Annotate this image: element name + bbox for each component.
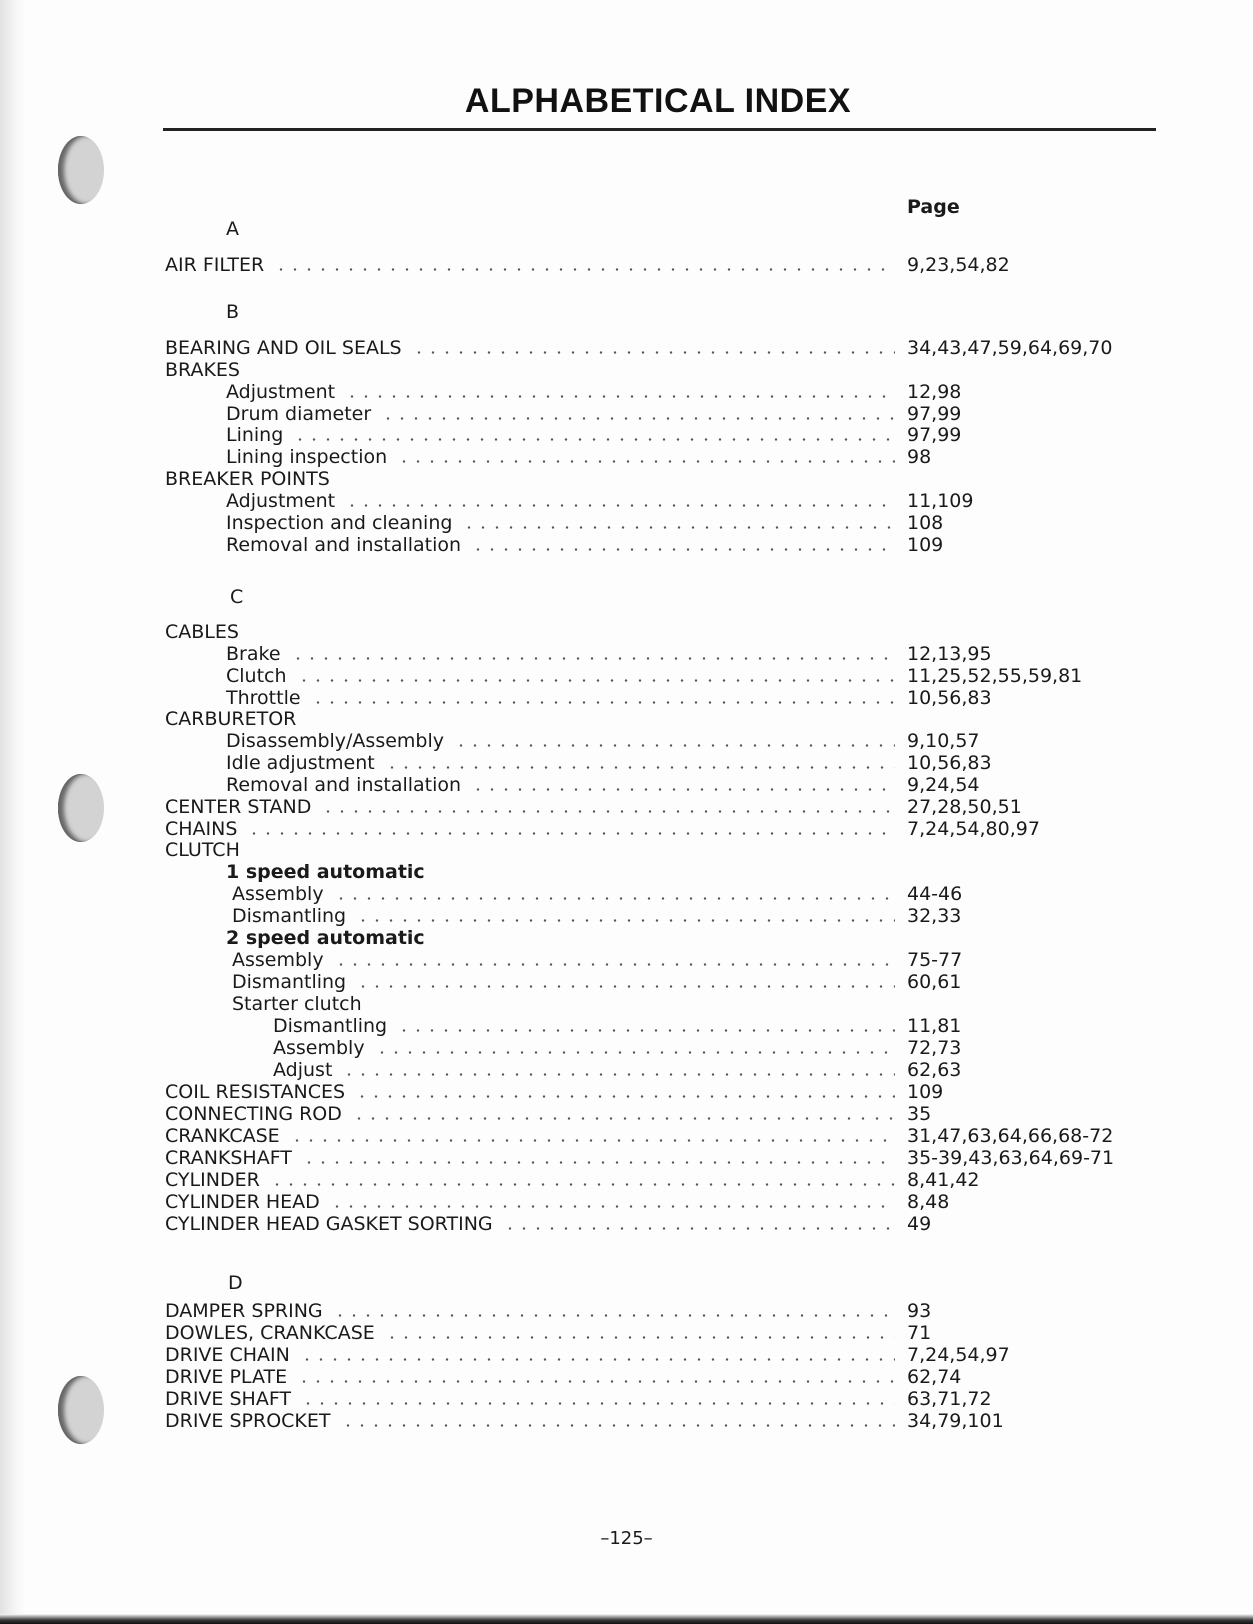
index-entry-pages: 75-77 xyxy=(907,949,963,971)
index-entry-label: CHAINS xyxy=(165,818,238,840)
dot-leader xyxy=(352,1117,895,1120)
index-entry-pages: 34,43,47,59,64,69,70 xyxy=(907,337,1113,359)
index-entry-pages: 71 xyxy=(907,1322,932,1344)
index-entry xyxy=(0,949,1253,971)
page-title: ALPHABETICAL INDEX xyxy=(464,82,852,120)
dot-leader xyxy=(342,1073,895,1076)
index-entry-pages: 9,10,57 xyxy=(907,730,980,752)
index-entry xyxy=(0,337,1253,359)
dot-leader xyxy=(330,1205,895,1208)
index-entry-pages: 12,98 xyxy=(907,381,962,403)
index-entry-label: DRIVE CHAIN xyxy=(165,1344,290,1366)
dot-leader xyxy=(471,548,895,551)
index-entry xyxy=(0,971,1253,993)
index-entry-label: DRIVE SPROCKET xyxy=(165,1410,331,1432)
index-entry xyxy=(0,839,1253,861)
dot-leader xyxy=(321,810,895,813)
index-entry xyxy=(0,993,1253,1015)
section-letter-c: C xyxy=(230,586,244,608)
dot-leader xyxy=(247,832,895,835)
index-entry xyxy=(0,1300,1253,1322)
index-entry-label: Removal and installation xyxy=(226,774,462,796)
dot-leader xyxy=(270,1183,895,1186)
index-entry-label: Assembly xyxy=(273,1037,365,1059)
index-entry xyxy=(0,446,1253,468)
index-entry-label: Assembly xyxy=(232,949,324,971)
index-entry xyxy=(0,1169,1253,1191)
index-entry-pages: 7,24,54,80,97 xyxy=(907,818,1040,840)
index-entry-label: Assembly xyxy=(232,883,324,905)
index-entry-label: Inspection and cleaning xyxy=(226,512,453,534)
dot-leader xyxy=(291,657,895,660)
dot-leader xyxy=(297,679,895,682)
dot-leader xyxy=(297,1380,895,1383)
index-entry-pages: 11,109 xyxy=(907,490,974,512)
index-entry xyxy=(0,1344,1253,1366)
index-entry xyxy=(0,1147,1253,1169)
index-entry-label: Lining inspection xyxy=(226,446,388,468)
index-entry xyxy=(0,490,1253,512)
index-entry xyxy=(0,381,1253,403)
index-entry-label: CLUTCH xyxy=(165,839,240,861)
page-column-header: Page xyxy=(907,196,960,218)
index-entry xyxy=(0,534,1253,556)
index-entry-pages: 10,56,83 xyxy=(907,687,992,709)
dot-leader xyxy=(385,766,895,769)
index-entry xyxy=(0,905,1253,927)
dot-leader xyxy=(471,788,895,791)
index-entry xyxy=(0,1366,1253,1388)
index-entry xyxy=(0,403,1253,425)
index-entry-label: BEARING AND OIL SEALS xyxy=(165,337,402,359)
index-entry-label: 2 speed automatic xyxy=(226,927,425,949)
index-entry-label: 1 speed automatic xyxy=(226,861,425,883)
index-entry xyxy=(0,424,1253,446)
dot-leader xyxy=(375,1051,895,1054)
index-entry xyxy=(0,1213,1253,1235)
dot-leader xyxy=(274,268,895,271)
dot-leader xyxy=(397,460,895,463)
dot-leader xyxy=(355,1095,895,1098)
index-entry-label: Dismantling xyxy=(273,1015,388,1037)
dot-leader xyxy=(356,919,895,922)
dot-leader xyxy=(334,897,895,900)
dot-leader xyxy=(333,1314,895,1317)
page-bottom-edge xyxy=(0,1614,1253,1624)
index-entry xyxy=(0,927,1253,949)
page-number: –125– xyxy=(600,1528,653,1549)
dot-leader xyxy=(293,438,895,441)
index-entry xyxy=(0,687,1253,709)
index-entry-pages: 60,61 xyxy=(907,971,962,993)
index-entry-pages: 27,28,50,51 xyxy=(907,796,1022,818)
section-letter-a: A xyxy=(226,218,239,240)
index-entry-pages: 109 xyxy=(907,534,944,556)
index-entry-label: DRIVE SHAFT xyxy=(165,1388,292,1410)
index-entry-pages: 7,24,54,97 xyxy=(907,1344,1010,1366)
index-entry xyxy=(0,730,1253,752)
section-letter-b: B xyxy=(226,301,240,323)
index-entry-pages: 9,24,54 xyxy=(907,774,980,796)
dot-leader xyxy=(462,526,895,529)
index-entry-label: COIL RESISTANCES xyxy=(165,1081,346,1103)
index-entry-label: Lining xyxy=(226,424,284,446)
index-entry-pages: 109 xyxy=(907,1081,944,1103)
title-rule xyxy=(163,128,1156,131)
index-entry-pages: 108 xyxy=(907,512,944,534)
index-entry-label: Dismantling xyxy=(232,971,347,993)
dot-leader xyxy=(300,1358,895,1361)
punch-hole-top xyxy=(58,136,104,204)
dot-leader xyxy=(381,417,895,420)
index-entry xyxy=(0,708,1253,730)
index-entry-label: AIR FILTER xyxy=(165,254,265,276)
index-entry-label: Removal and installation xyxy=(226,534,462,556)
index-entry xyxy=(0,359,1253,381)
index-entry xyxy=(0,883,1253,905)
index-entry xyxy=(0,1037,1253,1059)
index-entry-label: Adjustment xyxy=(226,490,336,512)
index-entry xyxy=(0,468,1253,490)
index-entry-label: CRANKSHAFT xyxy=(165,1147,292,1169)
index-entry-label: Dismantling xyxy=(232,905,347,927)
index-entry-pages: 35-39,43,63,64,69-71 xyxy=(907,1147,1115,1169)
dot-leader xyxy=(311,701,895,704)
dot-leader xyxy=(356,985,895,988)
index-entry-label: Disassembly/Assembly xyxy=(226,730,445,752)
index-entry-pages: 9,23,54,82 xyxy=(907,254,1010,276)
index-entry-label: CONNECTING ROD xyxy=(165,1103,342,1125)
index-entry xyxy=(0,1388,1253,1410)
index-entry xyxy=(0,1081,1253,1103)
index-entry-pages: 35 xyxy=(907,1103,932,1125)
index-entry-label: Adjust xyxy=(273,1059,333,1081)
dot-leader xyxy=(412,351,895,354)
index-entry xyxy=(0,796,1253,818)
index-entry-pages: 62,74 xyxy=(907,1366,962,1388)
index-entry-pages: 12,13,95 xyxy=(907,643,992,665)
index-entry-pages: 49 xyxy=(907,1213,932,1235)
index-entry xyxy=(0,1191,1253,1213)
index-entry-label: Idle adjustment xyxy=(226,752,375,774)
index-entry-label: DRIVE PLATE xyxy=(165,1366,288,1388)
index-entry-label: Starter clutch xyxy=(232,993,362,1015)
dot-leader xyxy=(302,1161,895,1164)
dot-leader xyxy=(345,504,895,507)
index-entry-pages: 11,25,52,55,59,81 xyxy=(907,665,1083,687)
index-entry xyxy=(0,861,1253,883)
index-entry-label: Clutch xyxy=(226,665,287,687)
section-letter-d: D xyxy=(228,1272,243,1294)
dot-leader xyxy=(341,1424,895,1427)
index-entry-pages: 63,71,72 xyxy=(907,1388,992,1410)
index-entry-pages: 97,99 xyxy=(907,424,962,446)
index-entry-pages: 34,79,101 xyxy=(907,1410,1004,1432)
index-entry-pages: 32,33 xyxy=(907,905,962,927)
index-entry-pages: 8,41,42 xyxy=(907,1169,980,1191)
index-entry-pages: 10,56,83 xyxy=(907,752,992,774)
index-entry-label: CYLINDER xyxy=(165,1169,260,1191)
index-entry xyxy=(0,818,1253,840)
dot-leader xyxy=(345,395,895,398)
index-entry-pages: 8,48 xyxy=(907,1191,950,1213)
index-entry xyxy=(0,643,1253,665)
index-entry xyxy=(0,1103,1253,1125)
index-entry-pages: 97,99 xyxy=(907,403,962,425)
dot-leader xyxy=(334,963,895,966)
index-entry-label: CYLINDER HEAD xyxy=(165,1191,320,1213)
index-entry xyxy=(0,1322,1253,1344)
index-entry-label: CABLES xyxy=(165,621,239,643)
index-entry-pages: 98 xyxy=(907,446,932,468)
index-entry-label: DOWLES, CRANKCASE xyxy=(165,1322,375,1344)
dot-leader xyxy=(503,1227,895,1230)
index-entry-pages: 72,73 xyxy=(907,1037,962,1059)
index-entry-pages: 93 xyxy=(907,1300,932,1322)
dot-leader xyxy=(454,744,895,747)
index-entry-pages: 11,81 xyxy=(907,1015,962,1037)
index-entry-label: CYLINDER HEAD GASKET SORTING xyxy=(165,1213,493,1235)
index-entry xyxy=(0,1059,1253,1081)
index-entry xyxy=(0,254,1253,276)
index-entry-pages: 44-46 xyxy=(907,883,963,905)
index-entry-label: BRAKES xyxy=(165,359,240,381)
index-entry-label: DAMPER SPRING xyxy=(165,1300,323,1322)
index-entry-label: Drum diameter xyxy=(226,403,372,425)
index-entry xyxy=(0,1410,1253,1432)
index-entry xyxy=(0,774,1253,796)
index-entry xyxy=(0,1015,1253,1037)
index-entry xyxy=(0,665,1253,687)
index-entry-label: BREAKER POINTS xyxy=(165,468,330,490)
dot-leader xyxy=(290,1139,895,1142)
index-entry-pages: 31,47,63,64,66,68-72 xyxy=(907,1125,1114,1147)
index-entry-label: CRANKCASE xyxy=(165,1125,280,1147)
dot-leader xyxy=(301,1402,895,1405)
index-entry xyxy=(0,752,1253,774)
index-entry-label: CARBURETOR xyxy=(165,708,297,730)
index-entry xyxy=(0,1125,1253,1147)
index-entry-label: Brake xyxy=(226,643,281,665)
index-entry-pages: 62,63 xyxy=(907,1059,962,1081)
index-entry-label: Throttle xyxy=(226,687,301,709)
index-entry-label: CENTER STAND xyxy=(165,796,312,818)
index-entry xyxy=(0,512,1253,534)
index-entry-label: Adjustment xyxy=(226,381,336,403)
dot-leader xyxy=(385,1336,895,1339)
index-entry xyxy=(0,621,1253,643)
dot-leader xyxy=(397,1029,895,1032)
